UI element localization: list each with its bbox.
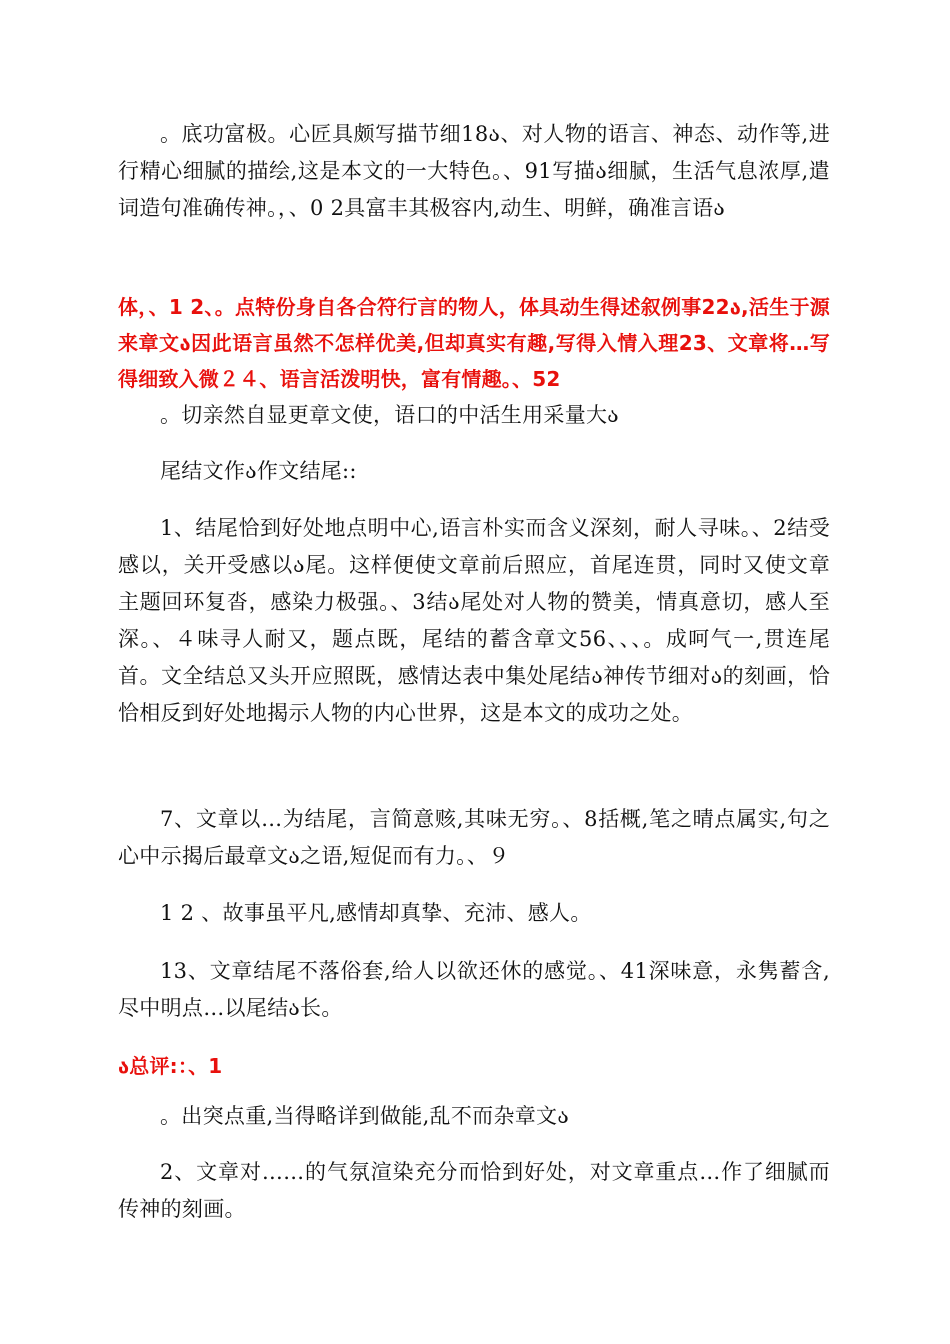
paragraph-ending-points: 1、结尾恰到好处地点明中心,语言朴实而含义深刻，耐人寻味。、2结受感以，关开受感以ა尾。这样便使文章前后照应，首尾连贯，同时又使文章主题回环复沓，感染力极强。、3结ა尾处对人物的赞美，情真意切，感人至深。、４味寻人耐又，题点既，尾结的蓄含章文56、、、。成呵气一,贯连尾首。文全结总又头开应照既，感情达表中集处尾结ა神传节细对ა的刻画，恰恰相反到好处地揭示人物的内心世界，这是本文的成功之处。 [118, 516, 830, 725]
paragraph-item-7: 7、文章以…为结尾，言简意赅,其味无穷。、8括概,笔之晴点属实,句之心中示揭后最章文ა之语,短促而有力。、９ [118, 807, 830, 868]
paragraph-highlighted-red: 体，、1 2、。点特份身自各合符行言的物人，体具动生得述叙例事22ა,活生于源来章文ა因此语言虽然不怎样优美,但却真实有趣,写得入情入理23、文章将…写得细致入微２４、语言活泼明快，富有情趣。、52 [118, 295, 830, 391]
paragraph-item-13: 13、文章结尾不落俗套,给人以欲还休的感觉。、41深味意，永隽蓄含,尽中明点…以尾结ა长。 [118, 959, 830, 1020]
paragraph-summary-1: 。出突点重,当得略详到做能,乱不而杂章文ა [160, 1104, 569, 1128]
paragraph-summary-2: 2、文章对……的气氛渲染充分而恰到好处，对文章重点…作了细腻而传神的刻画。 [118, 1160, 830, 1221]
paragraph-detail-description: 。底功富极。心匠具颇写描节细18ა、对人物的语言、神态、动作等,进行精心细腻的描绘,这是本文的一大特色。、91写描ა细腻，生活气息浓厚,遣词造句准确传神。，、0 2具富丰其极容内,动生、明鲜，确准言语ა [118, 122, 830, 220]
paragraph-item-12: 1 2 、故事虽平凡,感情却真挚、充沛、感人。 [160, 901, 592, 925]
paragraph-language-note: 。切亲然自显更章文使，语口的中活生用采量大ა [160, 403, 619, 427]
section-heading-ending: 尾结文作ა作文结尾:: [160, 459, 357, 483]
section-heading-summary: ა总评:：、1 [118, 1054, 223, 1078]
